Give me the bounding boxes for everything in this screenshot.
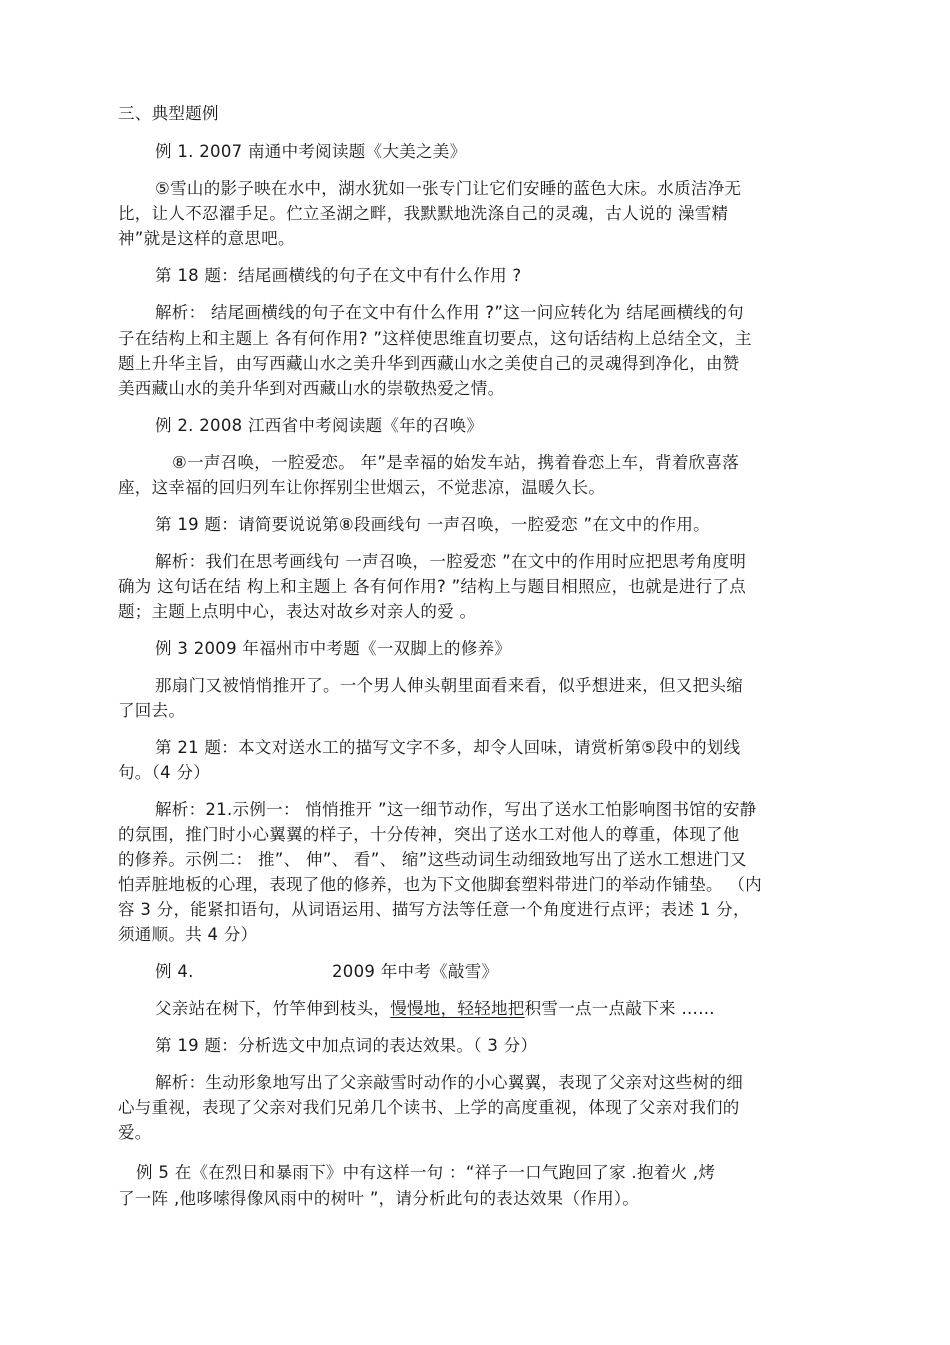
example-3-question-line: 句。（4 分） bbox=[118, 763, 211, 782]
example-2-title: 例 2. 2008 江西省中考阅读题《年的召唤》 bbox=[155, 416, 484, 435]
example-1-analysis-line: 美西藏山水的美升华到对西藏山水的崇敬热爱之情。 bbox=[118, 379, 505, 398]
example-4-title: 2009 年中考《敲雪》 bbox=[332, 962, 499, 981]
example-1-passage-line: ⑤雪山的影子映在水中，湖水犹如一张专门让它们安睡的蓝色大床。水质洁净无 bbox=[155, 179, 742, 198]
example-4-title-prefix: 例 4. bbox=[155, 962, 194, 981]
example-1-analysis-line: 题上升华主旨，由写西藏山水之美升华到西藏山水之美使自己的灵魂得到净化，由赞 bbox=[118, 354, 740, 373]
example-2-analysis-line: 解析：我们在思考画线句 一声召唤，一腔爱恋 ”在文中的作用时应把思考角度明 bbox=[155, 552, 747, 571]
example-3-question-line: 第 21 题：本文对送水工的描写文字不多，却令人回味，请赏析第⑤段中的划线 bbox=[155, 738, 741, 757]
example-5-line: 了一阵 ,他哆嗦得像风雨中的树叶 ”，请分析此句的表达效果（作用）。 bbox=[118, 1189, 640, 1208]
example-3-passage-line: 那扇门又被悄悄推开了。一个男人伸头朝里面看来看，似乎想进来，但又把头缩 bbox=[155, 676, 743, 695]
example-2-passage-line: 座，这幸福的回归列车让你挥别尘世烟云，不觉悲凉，温暖久长。 bbox=[118, 478, 606, 497]
example-3-analysis-line: 容 3 分，能紧扣语句，从词语运用、描写方法等任意一个角度进行点评；表述 1 分， bbox=[118, 900, 750, 919]
example-3-analysis-line: 的修养。示例二： 推”、 伸”、 看”、 缩”这些动词生动细致地写出了送水工想进门又 bbox=[118, 850, 747, 869]
section-heading: 三、典型题例 bbox=[118, 104, 219, 123]
example-4-passage-end: 积雪一点一点敲下来 …… bbox=[524, 999, 715, 1018]
example-5-line: 例 5 在《在烈日和暴雨下》中有这样一句 ：“祥子一口气跑回了家 .抱着火 ,烤 bbox=[136, 1163, 716, 1182]
example-1-title: 例 1. 2007 南通中考阅读题《大美之美》 bbox=[155, 142, 467, 161]
example-4-analysis-line: 爱。 bbox=[118, 1123, 152, 1142]
example-4-analysis-line: 解析：生动形象地写出了父亲敲雪时动作的小心翼翼，表现了父亲对这些树的细 bbox=[155, 1073, 743, 1092]
example-4-question: 第 19 题：分析选文中加点词的表达效果。（ 3 分） bbox=[155, 1036, 538, 1055]
example-3-passage-line: 了回去。 bbox=[118, 701, 186, 720]
example-1-analysis-line: 子在结构上和主题上 各有何作用? ”这样使思维直切要点，这句话结构上总结全文，主 bbox=[118, 329, 752, 348]
example-3-analysis-line: 怕弄脏地板的心理，表现了他的修养，也为下文他脚套塑料带进门的举动作铺垫。 （内 bbox=[118, 875, 762, 894]
example-3-analysis-line: 的氛围，推门时小心翼翼的样子，十分传神，突出了送水工对他人的尊重，体现了他 bbox=[118, 825, 740, 844]
example-4-passage bbox=[155, 999, 715, 1019]
example-2-question: 第 19 题：请简要说说第⑧段画线句 一声召唤，一腔爱恋 ”在文中的作用。 bbox=[155, 515, 710, 534]
example-2-analysis-line: 确为 这句话在结 构上和主题上 各有何作用? ”结构上与题目相照应，也就是进行了点 bbox=[118, 577, 747, 596]
example-3-title: 例 3 2009 年福州市中考题《一双脚上的修养》 bbox=[155, 639, 512, 658]
example-4-passage-start: 父亲站在树下，竹竿伸到枝头， bbox=[155, 999, 391, 1018]
example-1-passage-line: 神”就是这样的意思吧。 bbox=[118, 229, 295, 248]
example-3-analysis-line: 解析：21.示例一： 悄悄推开 ”这一细节动作，写出了送水工怕影响图书馆的安静 bbox=[155, 800, 757, 819]
example-1-analysis-line: 解析： 结尾画横线的句子在文中有什么作用 ?”这一问应转化为 结尾画横线的句 bbox=[155, 303, 744, 322]
example-4-analysis-line: 心与重视，表现了父亲对我们兄弟几个读书、上学的高度重视，体现了父亲对我们的 bbox=[118, 1098, 740, 1117]
example-4-underlined-words: 慢慢地，轻轻地把 bbox=[390, 999, 525, 1018]
example-1-question: 第 18 题：结尾画横线的句子在文中有什么作用 ? bbox=[155, 266, 522, 285]
example-2-passage-line: ⑧一声召唤，一腔爱恋。 年”是幸福的始发车站，携着眷恋上车，背着欣喜落 bbox=[172, 453, 740, 472]
example-3-analysis-line: 须通顺。共 4 分） bbox=[118, 925, 258, 944]
example-1-passage-line: 比，让人不忍濯手足。伫立圣湖之畔，我默默地洗涤自己的灵魂，古人说的 澡雪精 bbox=[118, 204, 729, 223]
example-2-analysis-line: 题；主题上点明中心，表达对故乡对亲人的爱 。 bbox=[118, 602, 477, 621]
